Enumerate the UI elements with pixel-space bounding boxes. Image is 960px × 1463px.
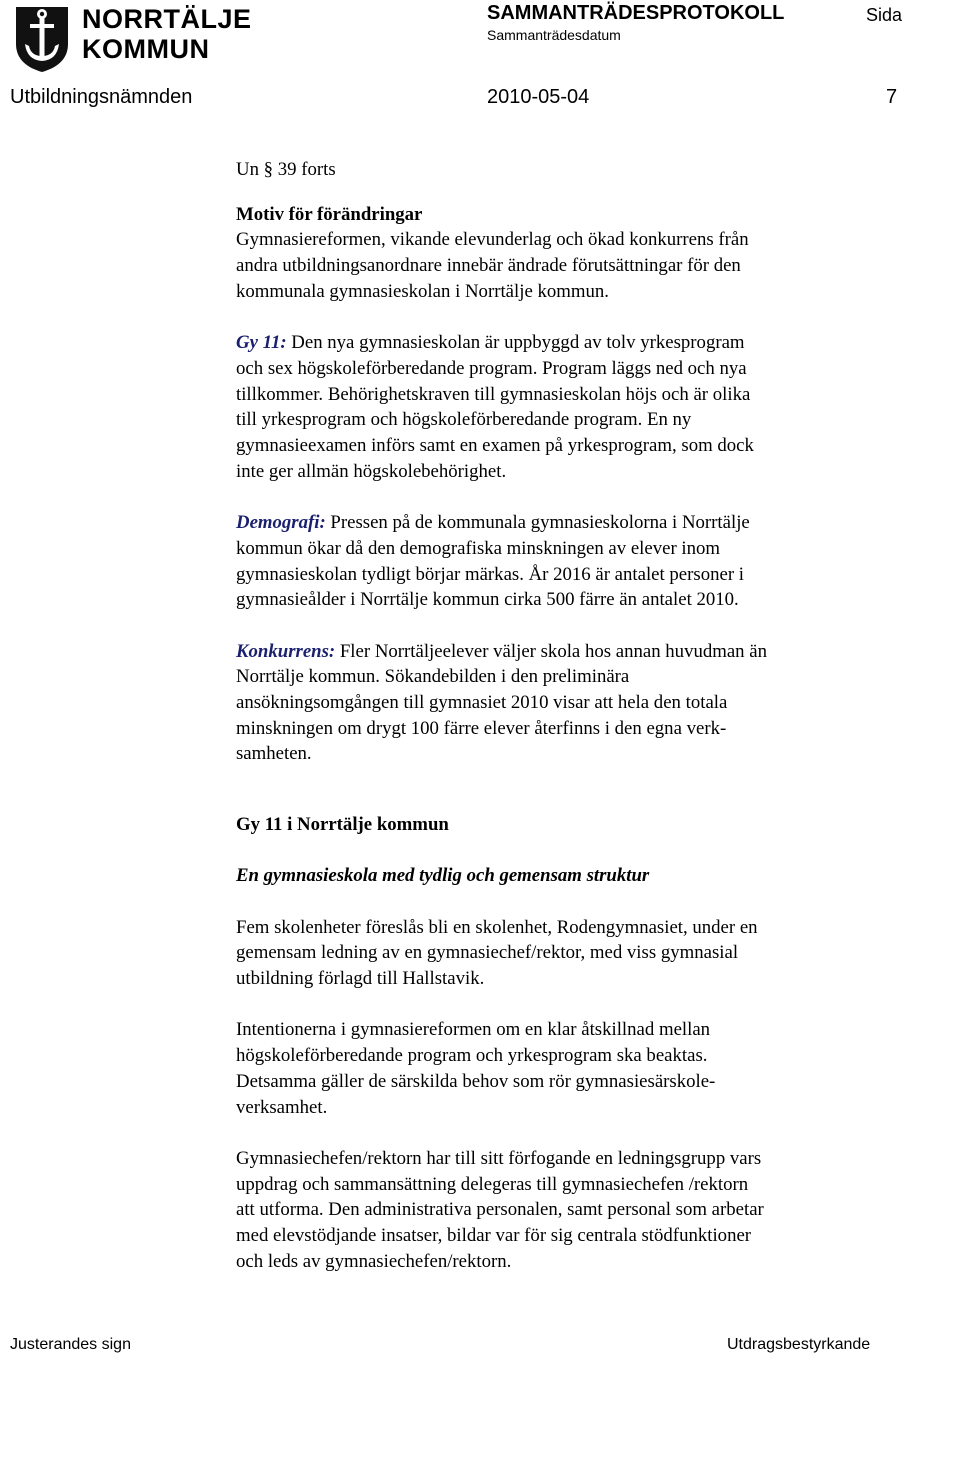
paragraph-7-line: med elevstödjande insatser, bildar var för sig centrala stödfunktioner <box>236 1225 752 1246</box>
paragraph-4-line: ansökningsomgången till gymnasiet 2010 visar att hela den totala <box>236 692 728 714</box>
demografi-lead: Demografi: <box>236 512 326 534</box>
meeting-date: 2010-05-04 <box>487 86 590 108</box>
protocol-body <box>236 157 926 1274</box>
paragraph-3-line: gymnasieålder i Norrtälje kommun cirka 500 färre än antalet 2010. <box>236 589 739 611</box>
document-title: SAMMANTRÄDESPROTOKOLL <box>487 2 785 24</box>
municipality-name-line2: KOMMUN <box>82 34 210 64</box>
paragraph-2-line: inte ger allmän högskolebehörighet. <box>236 460 507 482</box>
gy11-paragraph-first-line <box>236 330 926 356</box>
paragraph-6-line: Detsamma gäller de särskilda behov som rör gymnasiesärskole- <box>236 1070 716 1092</box>
gy11-section-heading: Gy 11 i Norrtälje kommun <box>236 813 449 835</box>
paragraph-1-line: andra utbildningsanordnare innebär ändrade förutsättningar för den <box>236 255 741 277</box>
paragraph-1-line: Gymnasiereformen, vikande elevunderlag och ökad konkurrens från <box>236 229 749 251</box>
municipality-crest-icon <box>12 4 72 74</box>
demografi-paragraph-text: Pressen på de kommunala gymnasieskolorna i Norrtälje <box>325 512 750 534</box>
page-label: Sida <box>866 5 903 25</box>
footer-certification-label: Utdragsbestyrkande <box>727 1336 871 1353</box>
konkurrens-lead: Konkurrens: <box>236 640 336 662</box>
paragraph-3-line: gymnasieskolan tydligt börjar märkas. År 2016 är antalet personer i <box>236 563 744 585</box>
paragraph-7-line: och leds av gymnasiechefen/rektorn. <box>236 1250 512 1272</box>
paragraph-7-line: Gymnasiechefen/rektorn har till sitt förfogande en ledningsgrupp vars <box>236 1147 762 1169</box>
paragraph-4-line: minskningen om drygt 100 färre elever återfinns i den egna verk- <box>236 717 727 739</box>
gy11-paragraph-text: Den nya gymnasieskolan är uppbyggd av tolv yrkesprogram <box>286 332 745 354</box>
paragraph-5-line: gemensam ledning av en gymnasiechef/rektor, med viss gymnasial <box>236 942 739 964</box>
committee-name: Utbildningsnämnden <box>10 86 193 108</box>
motive-heading: Motiv för förändringar <box>236 203 423 225</box>
municipality-name-line1: NORRTÄLJE <box>82 4 252 34</box>
demografi-paragraph-first-line <box>236 510 926 536</box>
paragraph-2-line: tillkommer. Behörighetskraven till gymnasieskolan höjs och är olika <box>236 383 751 405</box>
paragraph-5-line: Fem skolenheter föreslås bli en skolenhet, Rodengymnasiet, under en <box>236 916 758 938</box>
paragraph-4-line: Norrtälje kommun. Sökandebilden i den preliminära <box>236 666 630 688</box>
paragraph-3-line: kommun ökar då den demografiska minskningen av elever inom <box>236 537 721 559</box>
footer-signature-label: Justerandes sign <box>10 1336 131 1353</box>
paragraph-7-line: uppdrag och sammansättning delegeras till gymnasiechefen /rektorn <box>236 1173 749 1195</box>
municipality-logotype <box>82 4 252 64</box>
paragraph-5-line: utbildning förlagd till Hallstavik. <box>236 968 485 989</box>
paragraph-2-line: och sex högskoleförberedande program. Program läggs ned och nya <box>236 357 747 379</box>
gy11-lead: Gy 11: <box>236 332 287 354</box>
page-number: 7 <box>886 86 898 108</box>
structure-subheading: En gymnasieskola med tydlig och gemensam struktur <box>236 865 650 887</box>
paragraph-6-line: högskoleförberedande program och yrkesprogram ska beaktas. <box>236 1045 708 1067</box>
paragraph-6-line: verksamhet. <box>236 1096 328 1118</box>
document-subtitle: Sammanträdesdatum <box>487 27 621 43</box>
paragraph-4-line: samheten. <box>236 743 312 765</box>
paragraph-1-line: kommunala gymnasieskolan i Norrtälje kommun. <box>236 280 609 302</box>
paragraph-2-line: till yrkesprogram och högskoleförberedande program. En ny <box>236 409 692 431</box>
section-reference: Un § 39 forts <box>236 159 336 180</box>
paragraph-6-line: Intentionerna i gymnasiereformen om en klar åtskillnad mellan <box>236 1019 711 1041</box>
konkurrens-paragraph-text: Fler Norrtäljeelever väljer skola hos annan huvudman än <box>335 640 767 662</box>
paragraph-2-line: gymnasieexamen införs samt en examen på yrkesprogram, som dock <box>236 435 754 457</box>
konkurrens-paragraph-first-line <box>236 639 926 665</box>
paragraph-7-line: att utforma. Den administrativa personalen, samt personal som arbetar <box>236 1199 764 1221</box>
